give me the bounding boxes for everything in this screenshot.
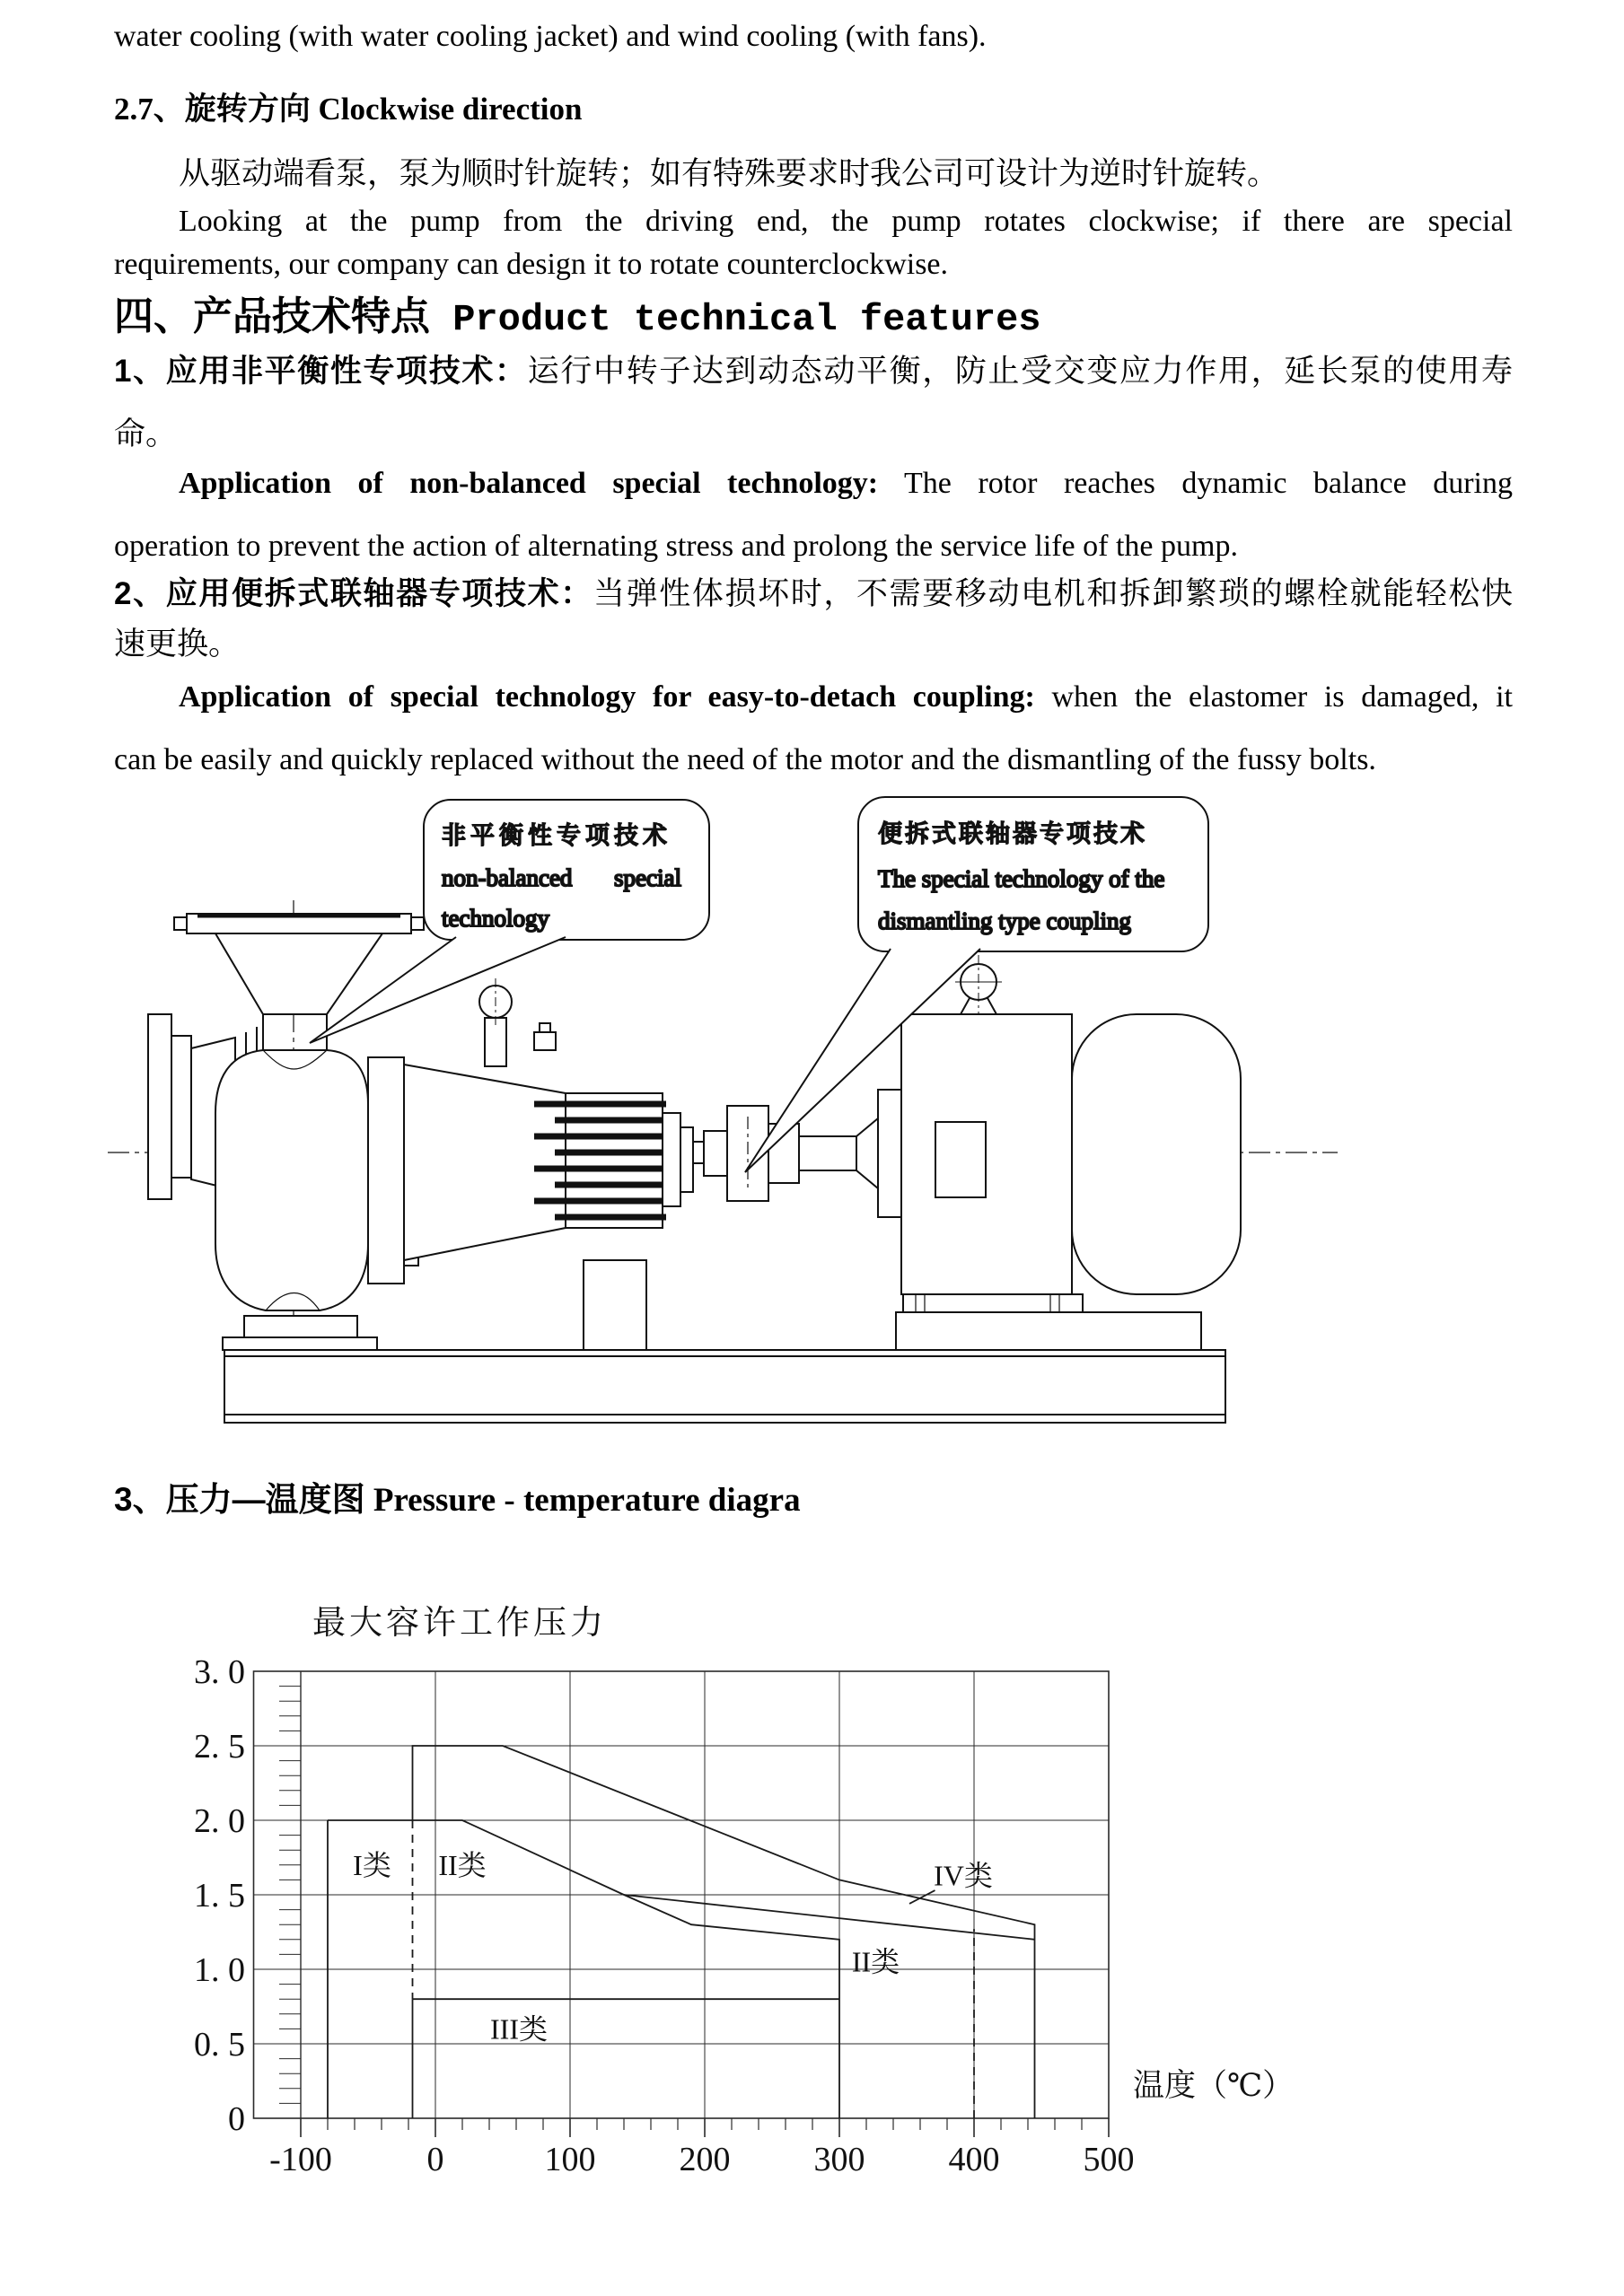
item2-lead: 2、应用便拆式联轴器专项技术：: [114, 576, 593, 611]
callout2-en2: dismantling type coupling: [878, 907, 1131, 934]
chart-region-labels: [353, 1849, 993, 2046]
x-tick-label: 100: [544, 2141, 596, 2178]
callout1-en1b: special: [614, 864, 681, 891]
paragraph-cooling: water cooling (with water cooling jacket) and wind cooling (with fans).: [114, 20, 987, 53]
item1-line1: [114, 352, 1513, 391]
y-tick-label: 2. 0: [194, 1802, 245, 1840]
chart-series-lines: [328, 1746, 1035, 2118]
app2-lead: Application of special technology for easy-to-detach coupling:: [179, 680, 1035, 714]
motor: [856, 955, 1241, 1350]
app1-line2: operation to prevent the action of alternating stress and prolong the service life of the pump.: [114, 530, 1238, 563]
y-tick-label: 3. 0: [194, 1653, 245, 1691]
heading-2-7-en: Clockwise direction: [310, 92, 583, 127]
callout2-zh: 便拆式联轴器专项技术: [878, 820, 1147, 847]
class-IV-upper-envelope: [413, 1746, 1035, 2118]
x-axis-unit-label: 温度（℃）: [1133, 2068, 1295, 2103]
heading-3-en: Pressure - temperature diagra: [364, 1482, 801, 1519]
bearing-end-cap: [680, 1127, 693, 1192]
class-II-right-branch: [624, 1895, 1035, 1940]
bearing-housing: [663, 1113, 680, 1206]
x-tick-label: 300: [813, 2141, 865, 2178]
motor-rear-cap: [1072, 1014, 1241, 1294]
item1-lead: 1、应用非平衡性专项技术：: [114, 354, 528, 389]
region-label: II类: [438, 1848, 487, 1881]
x-tick-label: -100: [269, 2141, 332, 2178]
callout1-en2: technology: [442, 905, 549, 932]
callout1-en1a: non-balanced: [442, 864, 573, 891]
coupling-hub-left: [704, 1131, 727, 1176]
motor-shaft-cone: [856, 1118, 878, 1188]
chart-axes: [254, 1671, 1110, 2137]
region-label: II类: [851, 1945, 900, 1978]
pump-foot: [223, 1316, 377, 1350]
x-tick-label: 500: [1083, 2141, 1135, 2178]
item1-line2: 命。: [114, 416, 178, 451]
y-tick-label: 0: [228, 2100, 245, 2138]
item2-line1: [114, 574, 1513, 614]
heading-section-4-zh: 四、产品技术特点: [114, 294, 430, 338]
chart-title: 最大容许工作压力: [312, 1605, 607, 1642]
coupling: [693, 1106, 856, 1201]
region-label: IV类: [934, 1859, 993, 1892]
motor-pedestal: [896, 1312, 1201, 1350]
heading-section-4-en: Product technical features: [430, 298, 1041, 341]
x-tick-label: 400: [948, 2141, 1000, 2178]
bearing-pedestal: [584, 1260, 646, 1350]
bearing-frame: [404, 978, 693, 1350]
app1-lead: Application of non-balanced special technology:: [179, 467, 879, 500]
app1-rest: The rotor reaches dynamic balance during: [878, 467, 1513, 500]
heading-2-7: [114, 84, 1513, 129]
heading-3-zh: 3、压力—温度图: [114, 1481, 365, 1518]
pump-casing: [215, 1050, 368, 1310]
x-tick-label: 200: [679, 2141, 731, 2178]
item2-line2: 速更换。: [114, 627, 241, 662]
region-label: III类: [490, 2012, 548, 2046]
app2-rest: when the elastomer is damaged, it: [1034, 680, 1513, 714]
region-label: I类: [353, 1848, 391, 1881]
paragraph-rotation-en-line2: requirements, our company can design it to rotate counterclockwise.: [114, 248, 949, 281]
heading-2-7-zh: 旋转方向: [184, 92, 311, 127]
y-tick-label: 0. 5: [194, 2026, 245, 2064]
y-tick-label: 1. 5: [194, 1877, 245, 1915]
eyebolt-post: [485, 1018, 506, 1066]
chart-gridlines: [254, 1671, 1110, 2118]
discharge-flange: [174, 914, 424, 1050]
x-tick-label: 0: [426, 2141, 444, 2178]
heading-2-7-number: 2.7、: [114, 92, 185, 127]
app1-line1: [114, 465, 1513, 504]
app2-line1: [114, 679, 1513, 717]
paragraph-rotation-zh: 从驱动端看泵，泵为顺时针旋转；如有特殊要求时我公司可设计为逆时针旋转。: [179, 156, 1279, 191]
motor-feet: [903, 1294, 1083, 1312]
vent-plug: [534, 1032, 556, 1050]
base-frame: [224, 1350, 1225, 1423]
item1-rest: 运行中转子达到动态动平衡，防止受交变应力作用，延长泵的使用寿: [527, 354, 1513, 389]
app2-line2: can be easily and quickly replaced without the need of the motor and the dismantling of the fussy bolts.: [114, 743, 1376, 776]
pump-shaft: [693, 1142, 704, 1163]
item2-rest: 当弹性体损坏时，不需要移动电机和拆卸繁琐的螺栓就能轻松快: [593, 576, 1513, 611]
terminal-box: [935, 1122, 986, 1197]
heading-section-4: [114, 284, 1513, 341]
motor-front-flange: [878, 1090, 901, 1217]
motor-shaft: [799, 1136, 856, 1170]
y-tick-label: 2. 5: [194, 1728, 245, 1766]
callout1-zh: 非平衡性专项技术: [442, 822, 672, 849]
y-tick-label: 1. 0: [194, 1951, 245, 1989]
paragraph-rotation-en-line1: Looking at the pump from the driving end, the pump rotates clockwise; if there are special: [179, 205, 1513, 238]
heading-3: [114, 1472, 1513, 1520]
callout2-en1: The special technology of the: [878, 865, 1165, 892]
pressure-temperature-chart: [81, 1571, 1535, 2253]
pump-assembly-drawing: [81, 779, 1365, 1439]
